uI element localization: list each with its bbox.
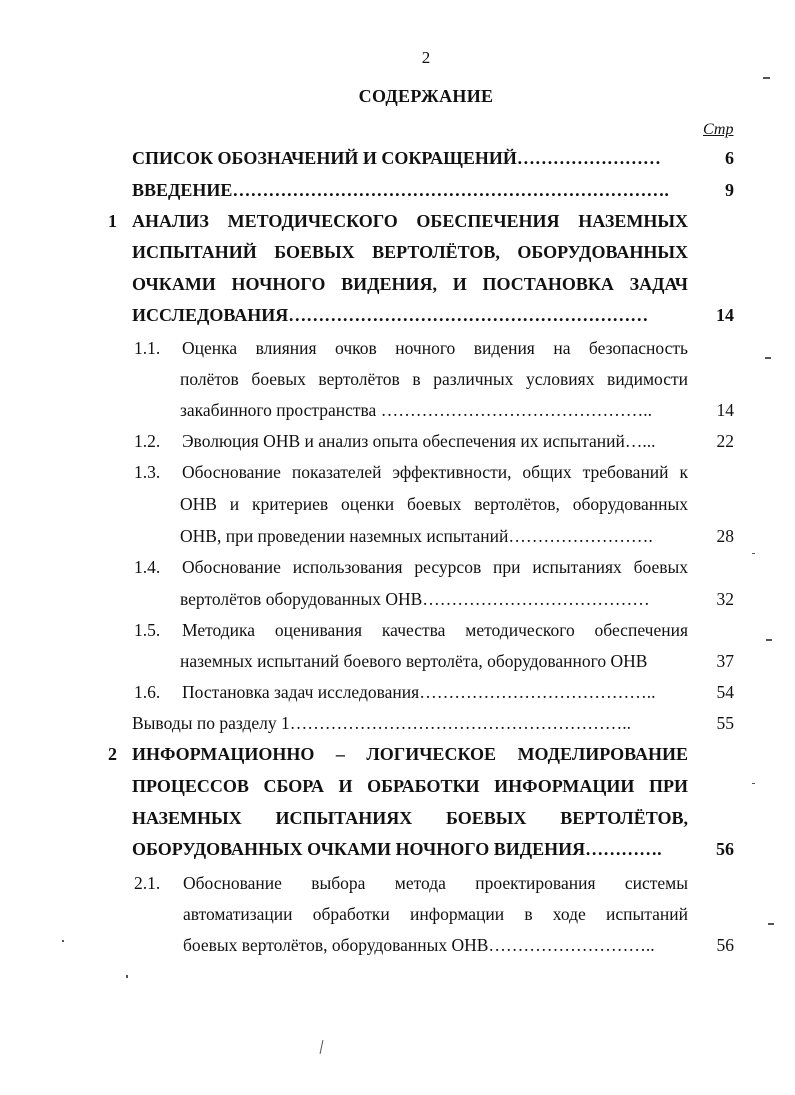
scan-mark	[765, 357, 771, 359]
toc-entry-1-3-line-1[interactable]: Обоснование показателей эффективности, общих требований к	[182, 462, 688, 482]
page-number: 2	[421, 48, 431, 67]
toc-entry-section-1-line-2[interactable]: ИСПЫТАНИЙ БОЕВЫХ ВЕРТОЛЁТОВ, ОБОРУДОВАННЫХ	[132, 242, 688, 262]
toc-entry-1-1-line-3[interactable]: закабинного пространства ………………………………………..	[180, 400, 652, 420]
toc-entry-section-1-line-3[interactable]: ОЧКАМИ НОЧНОГО ВИДЕНИЯ, И ПОСТАНОВКА ЗАДАЧ	[132, 274, 688, 294]
toc-number-section-2: 2	[108, 744, 117, 764]
toc-page-1-4: 32	[716, 589, 734, 609]
toc-entry-1-5-line-2[interactable]: наземных испытаний боевого вертолёта, оборудованного ОНВ	[180, 651, 648, 671]
toc-entry-2-1-line-3[interactable]: боевых вертолётов, оборудованных ОНВ………………………..	[183, 935, 655, 955]
scan-mark	[126, 975, 128, 978]
scan-mark	[763, 77, 770, 79]
scan-mark	[752, 553, 755, 554]
toc-page-1-6: 54	[716, 682, 734, 702]
scan-mark	[320, 1040, 324, 1054]
toc-entry-conclusions-1[interactable]: Выводы по разделу 1…………………………………………………..	[132, 713, 631, 733]
toc-number-2-1: 2.1.	[134, 873, 161, 893]
toc-entry-abbreviations[interactable]: СПИСОК ОБОЗНАЧЕНИЙ И СОКРАЩЕНИЙ……………………	[132, 148, 661, 168]
toc-page-1-5: 37	[716, 651, 734, 671]
scan-mark	[768, 923, 774, 925]
toc-page-conclusions-1: 55	[716, 713, 734, 733]
toc-page-1-2: 22	[716, 431, 734, 451]
toc-entry-1-4-line-2[interactable]: вертолётов оборудованных ОНВ…………………………………	[180, 589, 650, 609]
toc-number-1-5: 1.5.	[134, 620, 161, 640]
toc-entry-1-1-line-1[interactable]: Оценка влияния очков ночного видения на безопасность	[182, 338, 688, 358]
toc-page-section-1: 14	[716, 305, 734, 325]
toc-number-1-4: 1.4.	[134, 557, 161, 577]
toc-entry-section-2-line-2[interactable]: ПРОЦЕССОВ СБОРА И ОБРАБОТКИ ИНФОРМАЦИИ ПРИ	[132, 776, 688, 796]
toc-number-1-2: 1.2.	[134, 431, 161, 451]
page-title: СОДЕРЖАНИЕ	[358, 86, 494, 106]
scan-mark	[62, 940, 64, 942]
toc-entry-1-6[interactable]: Постановка задач исследования…………………………………..	[182, 682, 656, 702]
toc-entry-1-3-line-2[interactable]: ОНВ и критериев оценки боевых вертолётов, оборудованных	[180, 494, 688, 514]
toc-entry-2-1-line-2[interactable]: автоматизации обработки информации в ходе испытаний	[183, 904, 688, 924]
toc-entry-1-5-line-1[interactable]: Методика оценивания качества методического обеспечения	[182, 620, 688, 640]
toc-page-abbreviations: 6	[725, 148, 734, 168]
toc-number-1-3: 1.3.	[134, 462, 161, 482]
toc-page-section-2: 56	[716, 839, 734, 859]
toc-entry-introduction[interactable]: ВВЕДЕНИЕ……………………………………………………………….	[132, 180, 669, 200]
toc-entry-1-4-line-1[interactable]: Обоснование использования ресурсов при испытаниях боевых	[182, 557, 688, 577]
toc-entry-2-1-line-1[interactable]: Обоснование выбора метода проектирования системы	[183, 873, 688, 893]
toc-page-introduction: 9	[725, 180, 734, 200]
page-column-label: Стр	[703, 121, 734, 138]
toc-entry-section-1-line-4[interactable]: ИССЛЕДОВАНИЯ……………………………………………………	[132, 305, 649, 325]
toc-page-1-3: 28	[716, 526, 734, 546]
toc-entry-section-2-line-4[interactable]: ОБОРУДОВАННЫХ ОЧКАМИ НОЧНОГО ВИДЕНИЯ………….	[132, 839, 662, 859]
toc-entry-1-3-line-3[interactable]: ОНВ, при проведении наземных испытаний…………………….	[180, 526, 653, 546]
toc-entry-section-2-line-1[interactable]: ИНФОРМАЦИОННО – ЛОГИЧЕСКОЕ МОДЕЛИРОВАНИЕ	[132, 744, 688, 764]
toc-number-section-1: 1	[108, 211, 117, 231]
toc-entry-section-2-line-3[interactable]: НАЗЕМНЫХ ИСПЫТАНИЯХ БОЕВЫХ ВЕРТОЛЁТОВ,	[132, 808, 688, 828]
scan-mark	[752, 783, 755, 784]
toc-page-2-1: 56	[716, 935, 734, 955]
toc-number-1-6: 1.6.	[134, 682, 161, 702]
toc-page-1-1: 14	[716, 400, 734, 420]
toc-number-1-1: 1.1.	[134, 338, 161, 358]
toc-entry-1-2[interactable]: Эволюция ОНВ и анализ опыта обеспечения их испытаний…...	[182, 431, 656, 451]
toc-entry-1-1-line-2[interactable]: полётов боевых вертолётов в различных условиях видимости	[180, 369, 688, 389]
toc-entry-section-1-line-1[interactable]: АНАЛИЗ МЕТОДИЧЕСКОГО ОБЕСПЕЧЕНИЯ НАЗЕМНЫХ	[132, 211, 688, 231]
scan-mark	[766, 639, 772, 641]
